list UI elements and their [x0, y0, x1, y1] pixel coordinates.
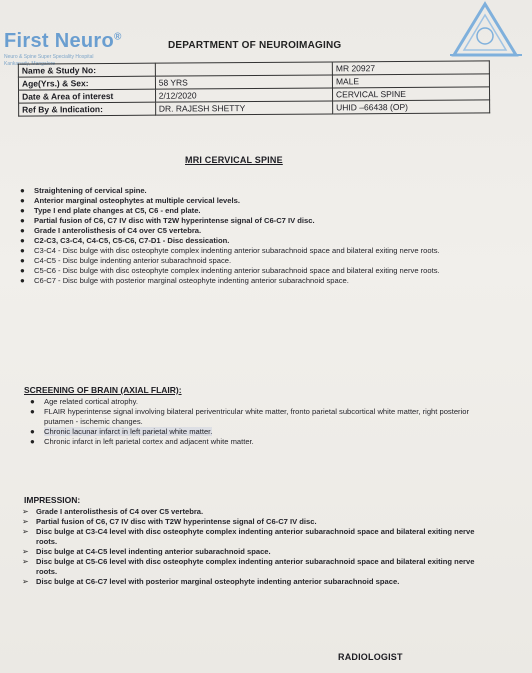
bullet-icon: ●: [20, 216, 25, 225]
table-cell: MALE: [332, 74, 489, 88]
bullet-icon: ●: [20, 256, 25, 265]
table-cell: [155, 62, 332, 76]
arrow-bullet-icon: ➢: [22, 577, 29, 586]
brain-findings-list: [30, 397, 470, 447]
registered-mark: ®: [113, 31, 122, 43]
bullet-icon: ●: [20, 206, 25, 215]
list-item: ● Straightening of cervical spine.: [20, 186, 147, 195]
list-item: ● C4-C5 - Disc bulge indenting anterior subarachnoid space.: [20, 256, 232, 265]
bullet-icon: ●: [30, 397, 35, 406]
table-cell: CERVICAL SPINE: [332, 87, 489, 101]
bullet-icon: ●: [20, 226, 25, 235]
hospital-logo: [4, 30, 159, 67]
list-item: ● C6-C7 - Disc bulge with posterior marginal osteophyte indenting anterior subarachnoid space.: [20, 276, 349, 285]
department-title: DEPARTMENT OF NEUROIMAGING: [168, 40, 342, 51]
impression-list: [22, 507, 482, 587]
bullet-icon: ●: [20, 236, 25, 245]
patient-info-table: [18, 60, 490, 116]
arrow-bullet-icon: ➢: [22, 557, 29, 566]
table-cell: Date & Area of interest: [19, 89, 156, 103]
bullet-icon: ●: [30, 407, 35, 416]
bullet-icon: ●: [20, 246, 25, 255]
list-item: ● Type I end plate changes at C5, C6 - end plate.: [20, 206, 201, 215]
list-item: ● C3-C4 - Disc bulge with disc osteophyte complex indenting anterior subarachnoid space and bilateral exiting nerve roots.: [20, 246, 440, 255]
bullet-icon: ●: [30, 437, 35, 446]
list-item: ● Age related cortical atrophy.: [30, 397, 138, 406]
list-item: ● C2-C3, C3-C4, C4-C5, C5-C6, C7-D1 - Disc dessication.: [20, 236, 230, 245]
radiologist-signature: RADIOLOGIST: [338, 652, 403, 662]
arrow-bullet-icon: ➢: [22, 547, 29, 556]
table-cell: MR 20927: [332, 61, 489, 75]
list-item: ➢ Disc bulge at C3-C4 level with disc osteophyte complex indenting anterior subarachnoid space and bilateral exiting nerve roots.: [22, 527, 475, 546]
list-item: ● C5-C6 - Disc bulge with disc osteophyte complex indenting anterior subarachnoid space and bilateral exiting nerve roots.: [20, 266, 440, 275]
table-cell: Ref By & Indication:: [19, 102, 156, 116]
list-item: ● Grade I anterolisthesis of C4 over C5 vertebra.: [20, 226, 202, 235]
list-item: ➢ Disc bulge at C6-C7 level with posterior marginal osteophyte indenting anterior subarachnoid space.: [22, 577, 400, 586]
logo-tagline-1: Neuro & Spine Super Speciality Hospital: [4, 54, 94, 60]
table-cell: UHID –66438 (OP): [333, 100, 490, 114]
list-item: ● FLAIR hyperintense signal involving bilateral periventricular white matter, fronto parietal subcortical white matter, right posterior putamen - ischemic changes.: [30, 407, 470, 426]
list-item: ● Chronic infarct in left parietal cortex and adjacent white matter.: [30, 437, 254, 446]
list-item: ➢ Disc bulge at C5-C6 level with disc osteophyte complex indenting anterior subarachnoid space and bilateral exiting nerve roots.: [22, 557, 475, 576]
table-cell: Name & Study No:: [18, 63, 155, 77]
table-cell: DR. RAJESH SHETTY: [155, 101, 332, 115]
arrow-bullet-icon: ➢: [22, 517, 29, 526]
brain-screening-heading: SCREENING OF BRAIN (AXIAL FLAIR):: [24, 385, 182, 395]
findings-list: [20, 186, 498, 286]
table-cell: 58 YRS: [155, 75, 332, 89]
list-item: ➢ Disc bulge at C4-C5 level indenting anterior subarachnoid space.: [22, 547, 271, 556]
bullet-icon: ●: [20, 266, 25, 275]
list-item: ➢ Grade I anterolisthesis of C4 over C5 vertebra.: [22, 507, 204, 516]
table-cell: 2/12/2020: [155, 88, 332, 102]
logo-name: First Neuro: [4, 30, 114, 52]
arrow-bullet-icon: ➢: [22, 527, 29, 536]
arrow-bullet-icon: ➢: [22, 507, 29, 516]
bullet-icon: ●: [20, 196, 25, 205]
hospital-seal-icon: [442, 0, 528, 58]
bullet-icon: ●: [30, 427, 35, 436]
bullet-icon: ●: [20, 186, 25, 195]
list-item: ● Chronic lacunar infarct in left parietal white matter.: [30, 427, 213, 436]
bullet-icon: ●: [20, 276, 25, 285]
table-row: [19, 100, 490, 116]
table-cell: Age(Yrs.) & Sex:: [18, 76, 155, 90]
list-item: ● Partial fusion of C6, C7 IV disc with T2W hyperintense signal of C6-C7 IV disc.: [20, 216, 315, 225]
report-title: MRI CERVICAL SPINE: [185, 155, 283, 165]
list-item: ➢ Partial fusion of C6, C7 IV disc with T2W hyperintense signal of C6-C7 IV disc.: [22, 517, 317, 526]
impression-heading: IMPRESSION:: [24, 495, 81, 505]
logo-tagline-2: Kankanady, Mangalore: [4, 61, 56, 67]
list-item: ● Anterior marginal osteophytes at multiple cervical levels.: [20, 196, 240, 205]
